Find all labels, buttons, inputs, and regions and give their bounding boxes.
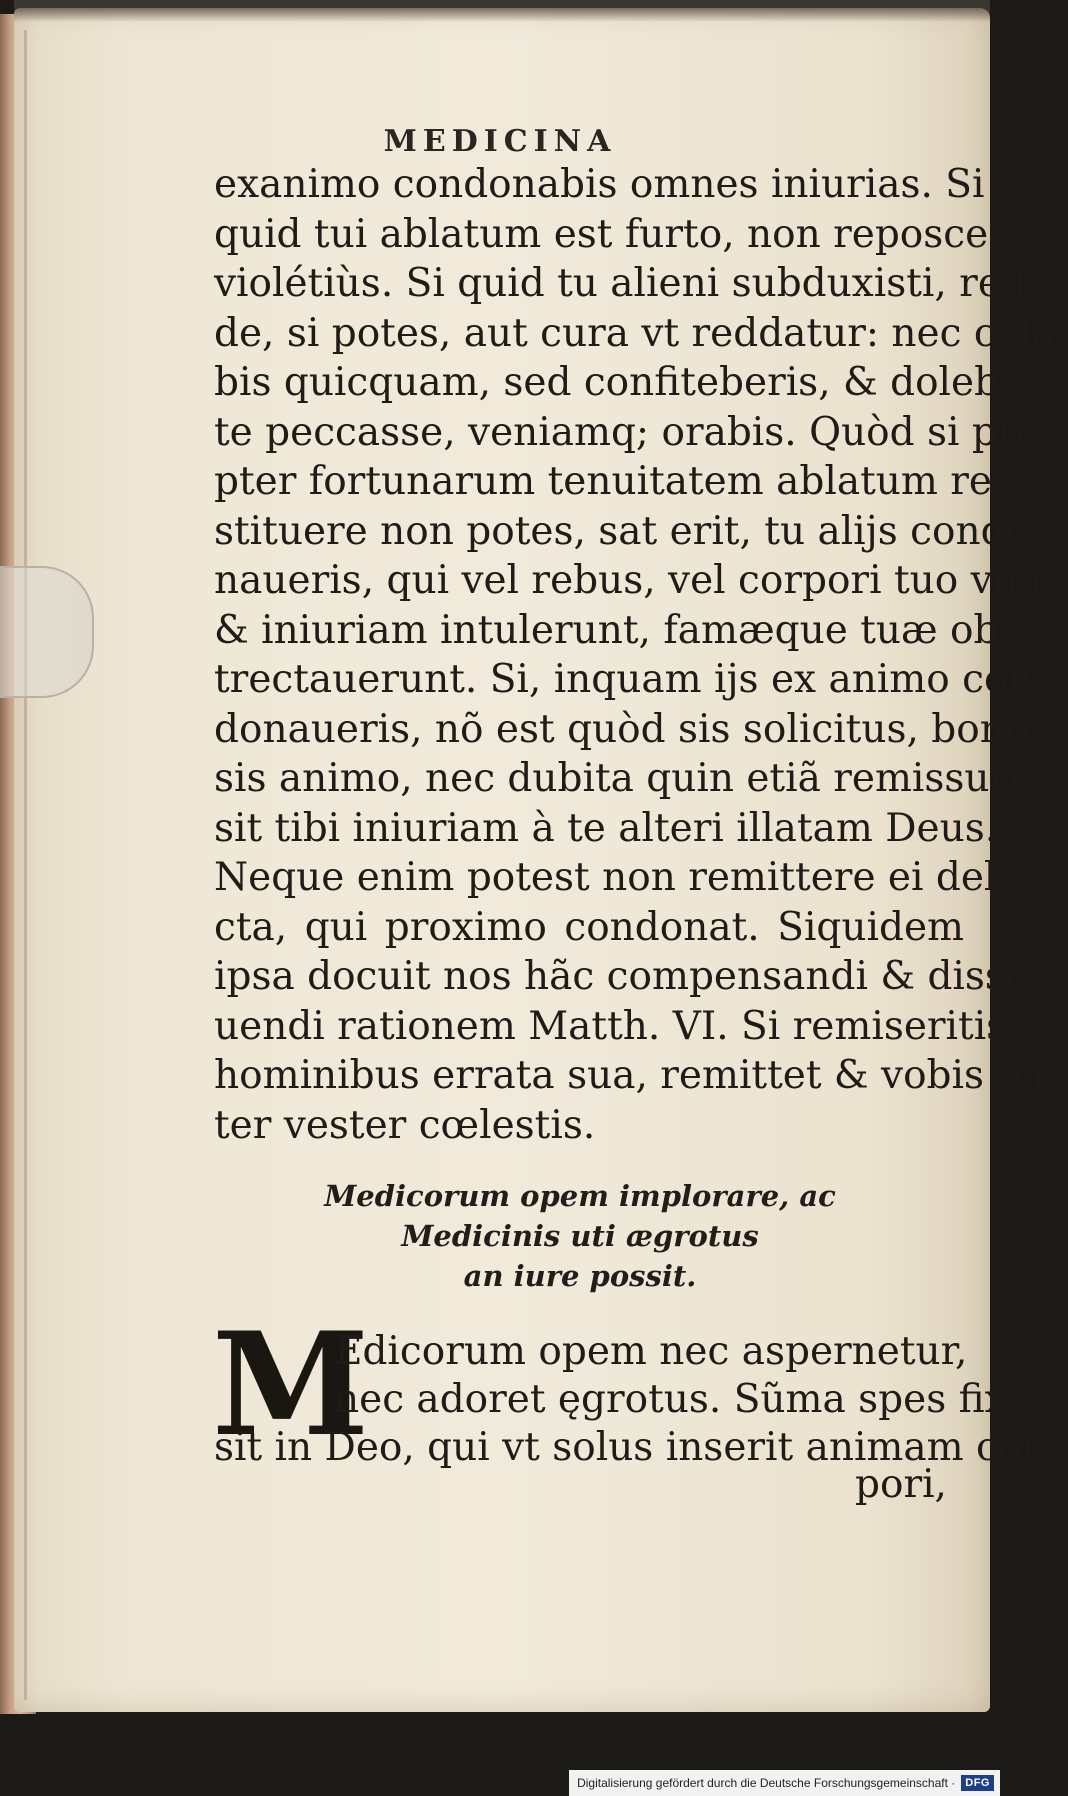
- text-line: nec adoret ęgrotus. Sũma spes fixa: [334, 1377, 1030, 1422]
- heading-line: Medicinis uti ægrotus: [401, 1219, 759, 1253]
- text-line: violétiùs. Si quid tu alieni subduxisti, red-: [214, 261, 1040, 306]
- heading-line: an iure possit.: [463, 1259, 697, 1293]
- paragraph-1: [214, 160, 1068, 1150]
- text-line: Edicorum opem nec aspernetur,: [334, 1329, 968, 1374]
- text-line: exanimo condonabis omnes iniurias. Si: [214, 162, 985, 207]
- text-line: donaueris, nõ est quòd sis solicitus, bono: [214, 706, 1029, 752]
- heading-line: Medicorum opem implorare, ac: [324, 1179, 836, 1213]
- text-line: quid tui ablatum est furto, non reposces: [214, 211, 1009, 257]
- text-line: hominibus errata sua, remittet & vobis pa: [214, 1053, 1045, 1098]
- text-line: cta, qui proximo condonat. Siquidem: [214, 904, 964, 950]
- section-heading: [300, 1176, 860, 1296]
- catchword: pori,: [855, 1462, 947, 1507]
- text-line: uendi rationem Matth. VI. Si remiseritis: [214, 1003, 1007, 1049]
- text-line: & iniuriam intulerunt, famæque tuæ ob-: [214, 607, 1012, 653]
- text-line: ipsa docuit nos hãc compensandi & dissol: [214, 954, 1041, 999]
- text-line: te peccasse, veniamq; orabis. Quòd si pro-: [214, 409, 1053, 455]
- text-line: pter fortunarum tenuitatem ablatum re-: [214, 459, 1006, 504]
- text-line: sis animo, nec dubita quin etiã remissurus: [214, 756, 1054, 801]
- dfg-logo: DFG: [961, 1775, 994, 1791]
- gutter-line: [24, 30, 27, 1700]
- page-clip: [0, 566, 94, 698]
- running-head: MEDICINA: [383, 124, 617, 159]
- digitization-credit-bar: [569, 1770, 1000, 1796]
- drop-cap-initial: M: [212, 1302, 370, 1468]
- paragraph-2: [214, 1328, 1041, 1472]
- text-line: de, si potes, aut cura vt reddatur: nec cela-: [214, 310, 1068, 356]
- text-line: trectauerunt. Si, inquam ijs ex animo con-: [214, 657, 1046, 702]
- credit-text: Digitalisierung gefördert durch die Deutsche Forschungsgemeinschaft ·: [577, 1776, 956, 1790]
- text-line: naueris, qui vel rebus, vel corpori tuo vim: [214, 558, 1043, 603]
- text-line: bis quicquam, sed confiteberis, & dolebis: [214, 360, 1032, 405]
- text-line: sit in Deo, qui vt solus inserit animam cor: [214, 1425, 1041, 1470]
- text-line: Neque enim potest non remittere ei deli-: [214, 855, 1023, 900]
- text-line: sit tibi iniuriam à te alteri illatam Deus.: [214, 805, 998, 851]
- text-line: stituere non potes, sat erit, tu alijs condo-: [214, 508, 1043, 554]
- text-line: ter vester cœlestis.: [214, 1102, 596, 1148]
- page-top-shadow: [14, 0, 990, 22]
